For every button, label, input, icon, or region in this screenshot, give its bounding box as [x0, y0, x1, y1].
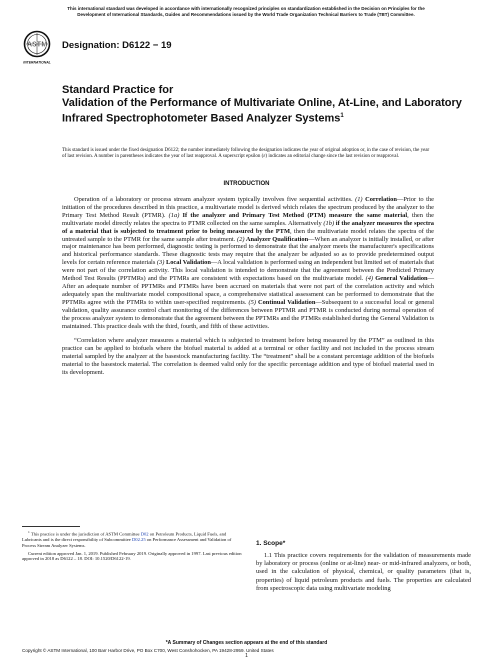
- introduction-paragraph-2: “Correlation where analyzer measures a material which is subjected to treatment before being measured by the PTM” as outlined in this practice can be applied to biofuels where the biofuel material is added at a terminal or other facility and not included in the process stream material sampled by the analyzer at the basestock manufacturing facility. The “treatment” shall be a constant percentage addition of the biofuels material to the basestock material. The correlation is deemed valid only for the specific percentage addition and type of biofuel material used in its development.: [62, 337, 434, 377]
- intro-text-run: (3): [156, 259, 165, 267]
- introduction-body: [62, 196, 434, 384]
- footnote-1: [22, 530, 246, 549]
- intro-text-run: General Validation: [373, 275, 428, 283]
- intro-text-run: (2): [237, 235, 245, 243]
- subcommittee-d0225-link[interactable]: D02.25: [131, 537, 146, 543]
- banner-line-1: This international standard was developed in accordance with internationally recognized principles on standardization established in the Decision on Principles for the: [67, 6, 425, 11]
- intro-text-run: , then the multivariate model relates the spectra of the untreated sample to the PTMR for the same sample after treatment.: [62, 227, 434, 243]
- scope-paragraph: 1.1 This practice covers requirements for the validation of measurements made by laboratory or process (online or at-line) near- or mid-infrared analyzers, or both, used in the calculation of physical, chemical, or quality parameters (that is, properties) of liquid petroleum products and fuels. The properties are calculated from spectroscopic data using multivariate modeling: [256, 552, 471, 592]
- footnote-1-mark: 1: [28, 530, 30, 534]
- footnotes: [22, 530, 246, 564]
- footnote-1-text-a: This practice is under the jurisdiction of ASTM Committee: [30, 531, 141, 537]
- intro-text-run: If the analyzer and Primary Test Method (PTM) measure the same material: [179, 211, 408, 219]
- intro-text-run: if the analyzer measures the spectra of a material that is subjected to treatment prior to being measured by the PTM: [62, 219, 434, 235]
- tbt-banner: [46, 6, 446, 17]
- page-number: 1: [245, 653, 248, 659]
- banner-line-2: Development of International Standards, Guides and Recommendations issued by the World Trade Organization Technical Barriers to Trade (TBT) Committee.: [77, 11, 415, 17]
- logo-text-bottom: INTERNATIONAL: [23, 60, 51, 65]
- footnote-1-text-c: on Performance Assessment and Validation of Process Stream Analyzer Systems.: [22, 537, 232, 548]
- intro-text-run: Operation of a laboratory or process stream analyzer system typically involves five sequential activities.: [74, 196, 356, 203]
- intro-text-run: —A local validation is performed using an independent but limited set of materials that were not part of the correlation activity. This local validation is intended to demonstrate that the agreement between the Predicted Primary Method Test Results (PPTMRs) and the PTMRs are consistent with expectations based on the multivariate model.: [62, 259, 434, 283]
- intro-text-run: Local Validation: [164, 259, 211, 267]
- intro-text-run: (4): [365, 275, 374, 283]
- document-title: [62, 97, 462, 126]
- intro-text-run: (1a): [168, 211, 180, 219]
- title-footnote-mark: 1: [340, 113, 344, 119]
- issue-note: This standard is issued under the fixed designation D6122; the number immediately following the designation indicates the year of original adoption or, in the case of revision, the year of last revision. A number in parentheses indicates the year of last reapproval. A superscript epsilon (ε) indicates an editorial change since the last revision or reapproval.: [62, 148, 430, 160]
- designation: Designation: D6122 − 19: [62, 40, 172, 51]
- footnote-divider: [22, 526, 80, 527]
- footnote-1-text-b: on Petroleum Products, Liquid Fuels, and Lubricants and is the direct responsibility of Subcommittee: [22, 531, 227, 543]
- introduction-paragraph-1: [62, 196, 434, 330]
- intro-text-run: (1b): [323, 219, 335, 227]
- astm-international-logo: [22, 29, 52, 67]
- logo-text-top: ASTM: [26, 39, 48, 49]
- intro-text-run: —Subsequent to a successful local or general validation, quality assurance control chart monitoring of the differences between PPTMR and PTMR is conducted during normal operation of the process analyzer system to demonstrate that the agreement between the PPTMRs and the PTMRs established during the General Validation is maintained. This practice deals with the third, fourth, and fifth of these activities.: [62, 298, 434, 330]
- astm-logo-icon: [22, 29, 52, 67]
- copyright-line: Copyright © ASTM International, 100 Barr Harbor Drive, PO Box C700, West Conshohocken, PA 19428-2959. United States: [22, 648, 274, 653]
- footnote-2: Current edition approved Jan. 1, 2019. Published February 2019. Originally approved in 1997. Last previous edition approved in 2018 as D6122 – 18. DOI: 10.1520/D6122-19.: [22, 550, 242, 562]
- intro-text-run: (1): [355, 196, 363, 203]
- intro-text-run: —After an adequate number of PPTMRs and PTMRs have been accrued on materials that were not part of the correlation activity and which adequately span the multivariate model compositional space, a comprehensive statistical assessment can be performed to demonstrate that the PPTMRs agree with the PTMRs to within user-specified requirements.: [62, 275, 434, 306]
- intro-text-run: , then the multivariate model directly relates the spectra to PTMR collected on the same samples. Alternatively: [62, 211, 434, 227]
- intro-text-run: Analyzer Qualification: [244, 235, 309, 243]
- introduction-heading: INTRODUCTION: [223, 181, 270, 187]
- intro-text-run: Correlation: [362, 196, 397, 203]
- intro-text-run: —Prior to the initiation of the procedures described in this practice, a multivariate model is derived which relates the spectrum produced by the analyzer to the Primary Test Method Result (PTMR).: [62, 196, 434, 219]
- scope-heading: 1. Scope*: [256, 540, 286, 547]
- title-text: Validation of the Performance of Multivariate Online, At-Line, and Laboratory Infrared Spectrophotometer Based Analyzer Systems: [62, 97, 462, 125]
- committee-d02-link[interactable]: D02: [140, 531, 149, 537]
- summary-of-changes-note: *A Summary of Changes section appears at the end of this standard: [165, 640, 328, 646]
- intro-text-run: (5): [248, 298, 256, 306]
- intro-text-run: —When an analyzer is initially installed, or after major maintenance has been performed, diagnostic testing is performed to demonstrate that the analyzer meets the manufacturer's specifications and historical performance standards. These diagnostic tests may require that the analyzer be adjusted so as to provide predetermined output levels for certain reference materials: [62, 235, 434, 267]
- intro-text-run: Continual Validation: [255, 298, 316, 306]
- standard-type: Standard Practice for: [62, 84, 174, 96]
